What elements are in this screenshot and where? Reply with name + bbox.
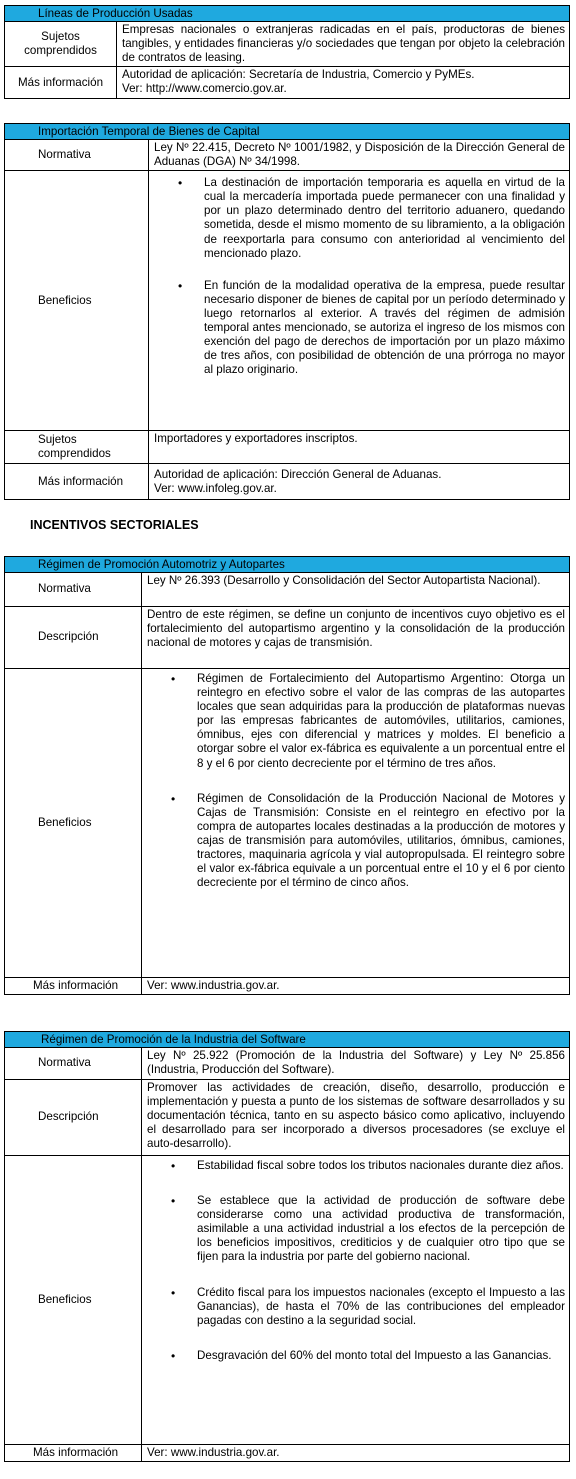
row-value bbox=[117, 67, 570, 99]
row-label-descripcion: Descripción bbox=[5, 1080, 142, 1156]
row-value-beneficios bbox=[142, 1156, 570, 1445]
row-value-descripcion: Dentro de este régimen, se define un conjunto de incentivos cuyo objetivo es el fortalecimiento del autopartismo argentino y la consolidación de la producción nacional de motores y cajas de transmisión. bbox=[142, 607, 570, 669]
table-lineas-produccion-usadas bbox=[4, 5, 570, 99]
info-line: Autoridad de aplicación: Secretaría de Industria, Comercio y PyMEs. bbox=[122, 68, 475, 82]
table-header: Líneas de Producción Usadas bbox=[5, 6, 570, 22]
row-value: Empresas nacionales o extranjeras radicadas en el país, productoras de bienes tangibles, y entidades financieras y/o sociedades que tengan por objeto la celebración de contratos de leasing. bbox=[117, 22, 570, 67]
list-item: • Régimen de Consolidación de la Producción Nacional de Motores y Cajas de Transmisión: Consiste en el reintegro en efectivo por la compra de autopartes locales destinadas a la producción de motores y cajas de transmisión para automóviles, utilitarios, ómnibus, camiones, tractores, maquinaria agrícola y vial autopropulsada. El reintegro sobre el valor ex-fábrica equivale a un porcentual entre el 10 y el 6 por ciento decreciente por el término de cinco años. bbox=[197, 792, 565, 891]
row-label-info: Más información bbox=[5, 978, 142, 995]
row-label-normativa: Normativa bbox=[5, 140, 149, 171]
list-item: • Desgravación del 60% del monto total del Impuesto a las Ganancias. bbox=[197, 1349, 565, 1363]
row-label-descripcion: Descripción bbox=[5, 607, 142, 669]
benefits-list bbox=[147, 1159, 565, 1363]
row-value-info[interactable]: Ver: www.industria.gov.ar. bbox=[142, 1445, 570, 1462]
row-value-beneficios bbox=[149, 171, 570, 431]
row-label-beneficios: Beneficios bbox=[5, 1156, 142, 1445]
row-label-sujetos: Sujetos comprendidos bbox=[5, 431, 149, 464]
row-value-descripcion: Promover las actividades de creación, diseño, desarrollo, producción e implementación y puesta a punto de los sistemas de software desarrollados y su documentación técnica, tanto en su aspecto básico como aplicativo, incluyendo el desarrollado para ser incorporado a diversos procesadores (se excluye el auto-desarrollo). bbox=[142, 1080, 570, 1156]
section-title: INCENTIVOS SECTORIALES bbox=[30, 518, 199, 532]
info-line: Autoridad de aplicación: Dirección General de Aduanas. bbox=[154, 468, 442, 482]
row-value-normativa: Ley Nº 22.415, Decreto Nº 1001/1982, y Disposición de la Dirección General de Aduanas (DGA) Nº 34/1998. bbox=[149, 140, 570, 171]
table-importacion-temporal bbox=[4, 123, 570, 500]
row-label: Más información bbox=[5, 67, 117, 99]
list-item: • Estabilidad fiscal sobre todos los tributos nacionales durante diez años. bbox=[197, 1159, 565, 1173]
row-label-info: Más información bbox=[5, 1445, 142, 1462]
table-header: Régimen de Promoción de la Industria del Software bbox=[5, 1032, 570, 1048]
row-label-normativa: Normativa bbox=[5, 573, 142, 607]
benefits-list bbox=[147, 672, 565, 890]
list-item: • Crédito fiscal para los impuestos nacionales (excepto el Impuesto a las Ganancias), de hasta el 70% de las contribuciones del empleador pagadas con destino a la seguridad social. bbox=[197, 1286, 565, 1328]
row-value-normativa: Ley Nº 26.393 (Desarrollo y Consolidación del Sector Autopartista Nacional). bbox=[142, 573, 570, 607]
row-value-sujetos: Importadores y exportadores inscriptos. bbox=[149, 431, 570, 464]
row-label-beneficios: Beneficios bbox=[5, 171, 149, 431]
row-label-beneficios: Beneficios bbox=[5, 669, 142, 978]
row-value-beneficios bbox=[142, 669, 570, 978]
table-header: Régimen de Promoción Automotriz y Autopartes bbox=[5, 557, 570, 573]
list-item: • Se establece que la actividad de producción de software debe considerarse como una actividad productiva de transformación, asimilable a una actividad industrial a los efectos de la percepción de los beneficios impositivos, crediticios y de cualquier otro tipo que se fijen para la industria por parte del gobierno nacional. bbox=[197, 1194, 565, 1264]
list-item: • Régimen de Fortalecimiento del Autopartismo Argentino: Otorga un reintegro en efectivo sobre el valor de las compras de las autopartes locales que sean adquiridas para la producción de plataformas nuevas por las empresas fabricantes de automóviles, utilitarios, camiones, ómnibus, ejes con diferencial y matrices y moldes. El beneficio a otorgar sobre el valor ex-fábrica es equivalente a un porcentual entre el 8 y el 6 por ciento decreciente por el término de tres años. bbox=[197, 672, 565, 771]
row-label: Sujetos comprendidos bbox=[5, 22, 117, 67]
table-header: Importación Temporal de Bienes de Capital bbox=[5, 124, 570, 140]
list-item: • En función de la modalidad operativa de la empresa, puede resultar necesario disponer de bienes de capital por un período determinado y luego retornarlos al exterior. A través del régimen de admisión temporal antes mencionado, se autoriza el ingreso de los mismos con exención del pago de derechos de importación por un plazo máximo de tres años, con posibilidad de obtención de una prórroga no mayor al plazo originario. bbox=[204, 279, 565, 378]
row-value-info[interactable]: Ver: www.industria.gov.ar. bbox=[142, 978, 570, 995]
benefits-list bbox=[154, 176, 565, 377]
info-link[interactable]: Ver: http://www.comercio.gov.ar. bbox=[122, 82, 287, 96]
table-industria-software bbox=[4, 1031, 570, 1462]
table-promocion-automotriz bbox=[4, 556, 570, 995]
row-label-info: Más información bbox=[5, 464, 149, 500]
row-value-info bbox=[149, 464, 570, 500]
info-link[interactable]: Ver: www.infoleg.gov.ar. bbox=[154, 482, 277, 496]
row-value-normativa: Ley Nº 25.922 (Promoción de la Industria del Software) y Ley Nº 25.856 (Industria, Producción del Software). bbox=[142, 1048, 570, 1080]
list-item: • La destinación de importación temporaria es aquella en virtud de la cual la mercadería importada puede permanecer con una finalidad y por un plazo determinado dentro del territorio aduanero, quedando sometida, desde el mismo momento de su libramiento, a la obligación de reexportarla para consumo con anterioridad al vencimiento del mencionado plazo. bbox=[204, 176, 565, 261]
row-label-normativa: Normativa bbox=[5, 1048, 142, 1080]
